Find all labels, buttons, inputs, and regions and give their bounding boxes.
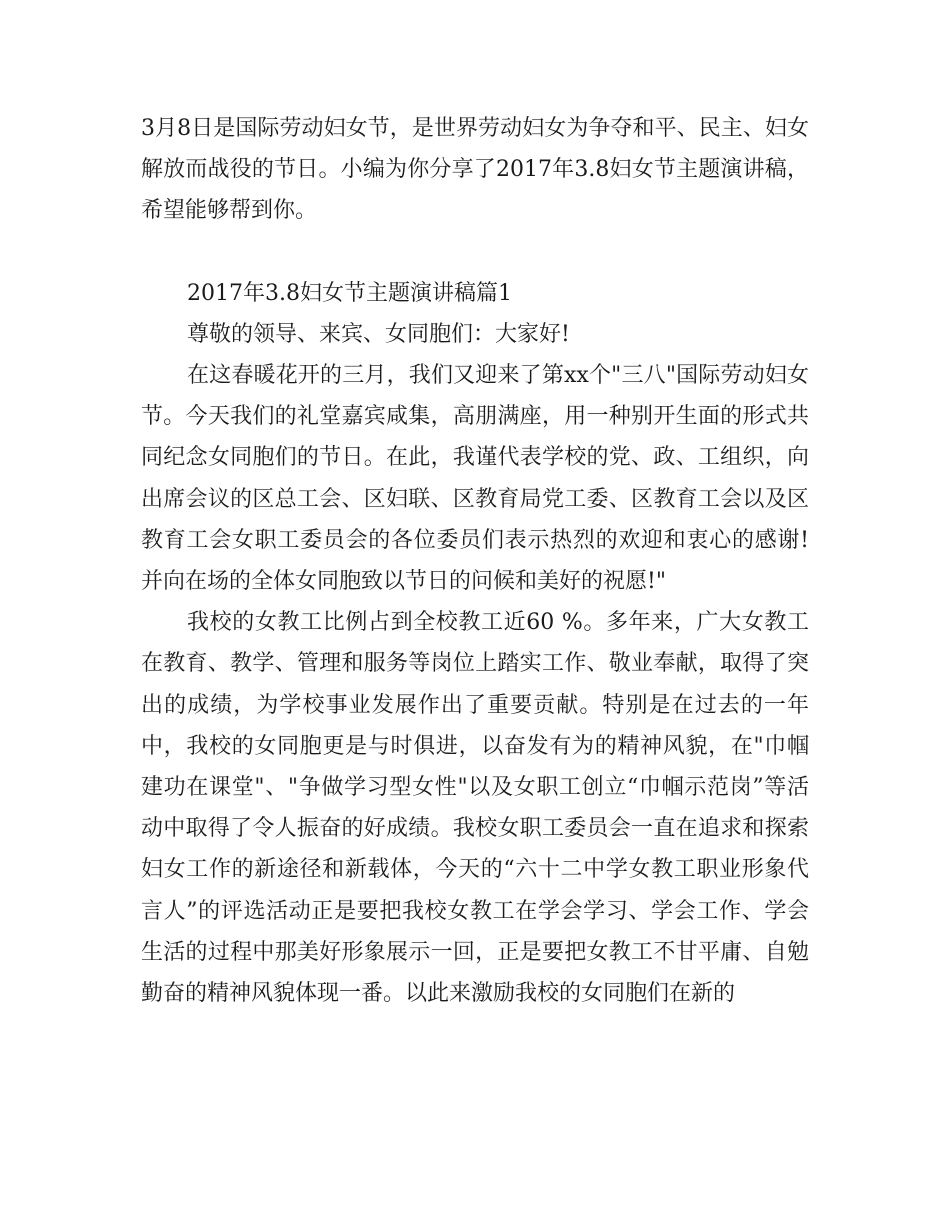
intro-paragraph: 3月8日是国际劳动妇女节，是世界劳动妇女为争夺和平、民主、妇女解放而战役的节日。小编为你分享了2017年3.8妇女节主题演讲稿，希望能够帮到你。 xyxy=(141,116,809,224)
body-paragraph: 我校的女教工比例占到全校教工近60 %。多年来，广大女教工在教育、教学、管理和服务等岗位上踏实工作、敬业奉献，取得了突出的成绩，为学校事业发展作出了重要贡献。特别是在过去的一年中，我校的女同胞更是与时俱进，以奋发有为的精神风貌，在"巾帼建功在课堂"、"争做学习型女性"以及女职工创立“巾帼示范岗”等活动中取得了令人振奋的好成绩。我校女职工委员会一直在追求和探索妇女工作的新途径和新载体，今天的“六十二中学女教工职业形象代言人”的评选活动正是要把我校女教工在学会学习、学会工作、学会生活的过程中那美好形象展示一回，正是要把女教工不甘平庸、自勉勤奋的精神风貌体现一番。以此来激励我校的女同胞们在新的 xyxy=(141,610,809,1007)
document-body xyxy=(141,108,809,1014)
greeting-line: 尊敬的领导、来宾、女同胞们：大家好! xyxy=(187,321,570,347)
section-title: 2017年3.8妇女节主题演讲稿篇1 xyxy=(187,280,512,306)
body-paragraph: 在这春暖花开的三月，我们又迎来了第xx个"三八"国际劳动妇女节。今天我们的礼堂嘉宾咸集，高朋满座，用一种别开生面的形式共同纪念女同胞们的节日。在此，我谨代表学校的党、政、工组织，向出席会议的区总工会、区妇联、区教育局党工委、区教育工会以及区教育工会女职工委员会的各位委员们表示热烈的欢迎和衷心的感谢!并向在场的全体女同胞致以节日的问候和美好的祝愿!" xyxy=(141,363,809,595)
